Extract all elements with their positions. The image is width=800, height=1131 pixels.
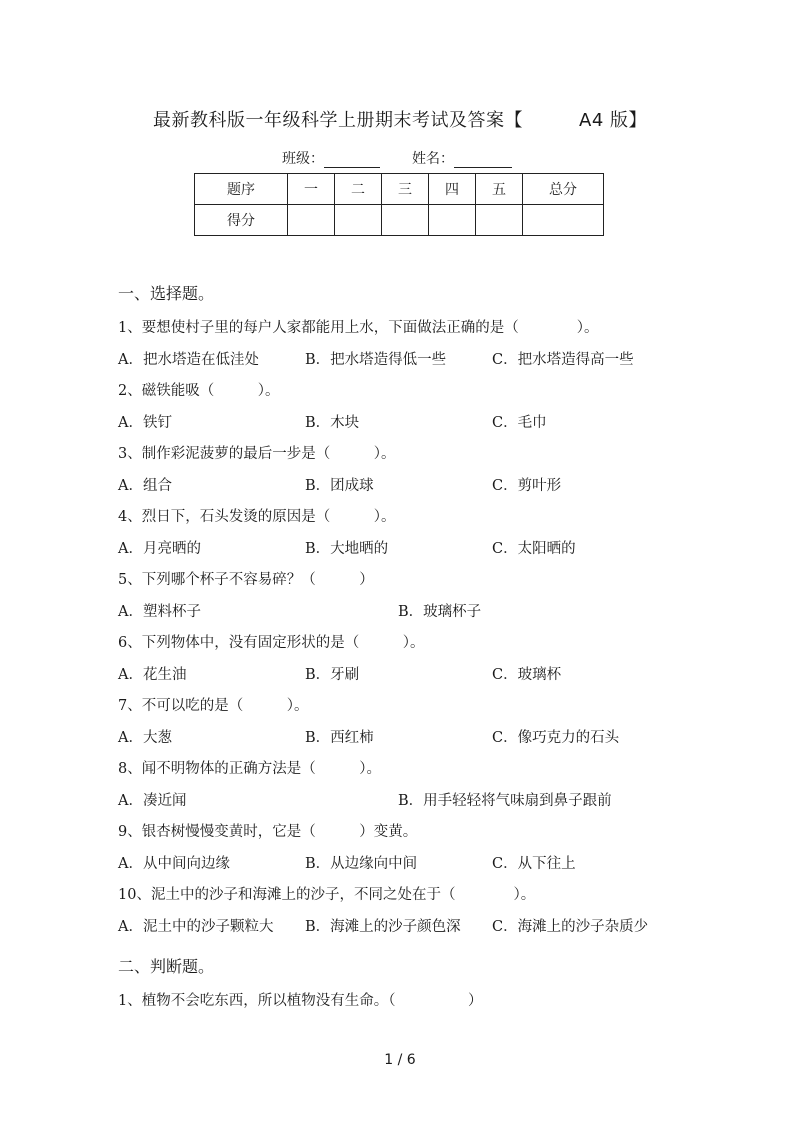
answer-option[interactable]: A．大葱 (118, 730, 172, 746)
answer-option[interactable]: A．从中间向边缘 (118, 856, 230, 872)
score-cell[interactable] (335, 205, 382, 236)
answer-option[interactable]: A．泥土中的沙子颗粒大 (118, 919, 274, 935)
header-cell: 四 (429, 174, 476, 205)
header-cell: 二 (335, 174, 382, 205)
header-cell: 总分 (523, 174, 604, 205)
question-text: 10、泥土中的沙子和海滩上的沙子，不同之处在于（ ）。 (118, 887, 536, 903)
answer-option[interactable]: C．太阳晒的 (492, 541, 576, 557)
score-row-label: 得分 (195, 205, 288, 236)
score-cell[interactable] (288, 205, 335, 236)
answer-option[interactable]: A．月亮晒的 (118, 541, 201, 557)
question-text: 9、银杏树慢慢变黄时，它是（ ）变黄。 (118, 824, 418, 840)
class-blank[interactable] (324, 153, 380, 168)
answer-option[interactable]: C．从下往上 (492, 856, 576, 872)
answer-option[interactable]: A．花生油 (118, 667, 187, 683)
answer-option[interactable]: A．把水塔造在低洼处 (118, 352, 259, 368)
answer-option[interactable]: B．大地晒的 (305, 541, 389, 557)
question-text: 3、制作彩泥菠萝的最后一步是（ ）。 (118, 446, 396, 462)
answer-option[interactable]: C．把水塔造得高一些 (492, 352, 634, 368)
question-text: 5、下列哪个杯子不容易碎？（ ） (118, 572, 374, 588)
score-cell[interactable] (429, 205, 476, 236)
score-table-score-row (195, 205, 604, 236)
judge-question: 1、植物不会吃东西，所以植物没有生命。（ ） (118, 993, 483, 1009)
score-cell[interactable] (382, 205, 429, 236)
header-cell: 五 (476, 174, 523, 205)
answer-option[interactable]: C．玻璃杯 (492, 667, 562, 683)
question-text: 7、不可以吃的是（ ）。 (118, 698, 309, 714)
question-text: 4、烈日下，石头发烫的原因是（ ）。 (118, 509, 396, 525)
page-number: 1 / 6 (384, 1052, 416, 1068)
score-cell[interactable] (523, 205, 604, 236)
question-text: 1、要想使村子里的每户人家都能用上水，下面做法正确的是（ ）。 (118, 320, 599, 336)
answer-option[interactable]: A．塑料杯子 (118, 604, 201, 620)
answer-option[interactable]: C．像巧克力的石头 (492, 730, 620, 746)
answer-option[interactable]: C．海滩上的沙子杂质少 (492, 919, 649, 935)
answer-option[interactable]: B．木块 (305, 415, 360, 431)
score-table (194, 173, 604, 236)
answer-option[interactable]: A．凑近闻 (118, 793, 187, 809)
document-title (0, 106, 800, 132)
answer-option[interactable]: C．剪叶形 (492, 478, 562, 494)
answer-option[interactable]: A．铁钉 (118, 415, 172, 431)
class-field (282, 148, 380, 168)
score-table-header-row (195, 174, 604, 205)
section-heading-choice: 一、选择题。 (118, 284, 215, 303)
answer-option[interactable]: B．海滩上的沙子颜色深 (305, 919, 461, 935)
answer-option[interactable]: B．西红柿 (305, 730, 374, 746)
answer-option[interactable]: B．团成球 (305, 478, 374, 494)
name-label: 姓名： (412, 151, 454, 167)
class-label: 班级： (282, 151, 324, 167)
title-main: 最新教科版一年级科学上册期末考试及答案【 (153, 110, 523, 131)
name-blank[interactable] (454, 153, 512, 168)
header-cell: 一 (288, 174, 335, 205)
answer-option[interactable]: B．用手轻轻将气味扇到鼻子跟前 (398, 793, 612, 809)
question-text: 6、下列物体中，没有固定形状的是（ ）。 (118, 635, 425, 651)
answer-option[interactable]: B．从边缘向中间 (305, 856, 418, 872)
score-cell[interactable] (476, 205, 523, 236)
section-heading-judge: 二、判断题。 (118, 957, 215, 976)
answer-option[interactable]: B．把水塔造得低一些 (305, 352, 447, 368)
answer-option[interactable]: B．玻璃杯子 (398, 604, 482, 620)
title-suffix: A4 版】 (579, 110, 647, 131)
answer-option[interactable]: B．牙刷 (305, 667, 360, 683)
question-text: 8、闻不明物体的正确方法是（ ）。 (118, 761, 381, 777)
header-cell: 三 (382, 174, 429, 205)
name-field (412, 148, 512, 168)
question-text: 2、磁铁能吸（ ）。 (118, 383, 280, 399)
answer-option[interactable]: C．毛巾 (492, 415, 547, 431)
header-cell: 题序 (195, 174, 288, 205)
answer-option[interactable]: A．组合 (118, 478, 172, 494)
